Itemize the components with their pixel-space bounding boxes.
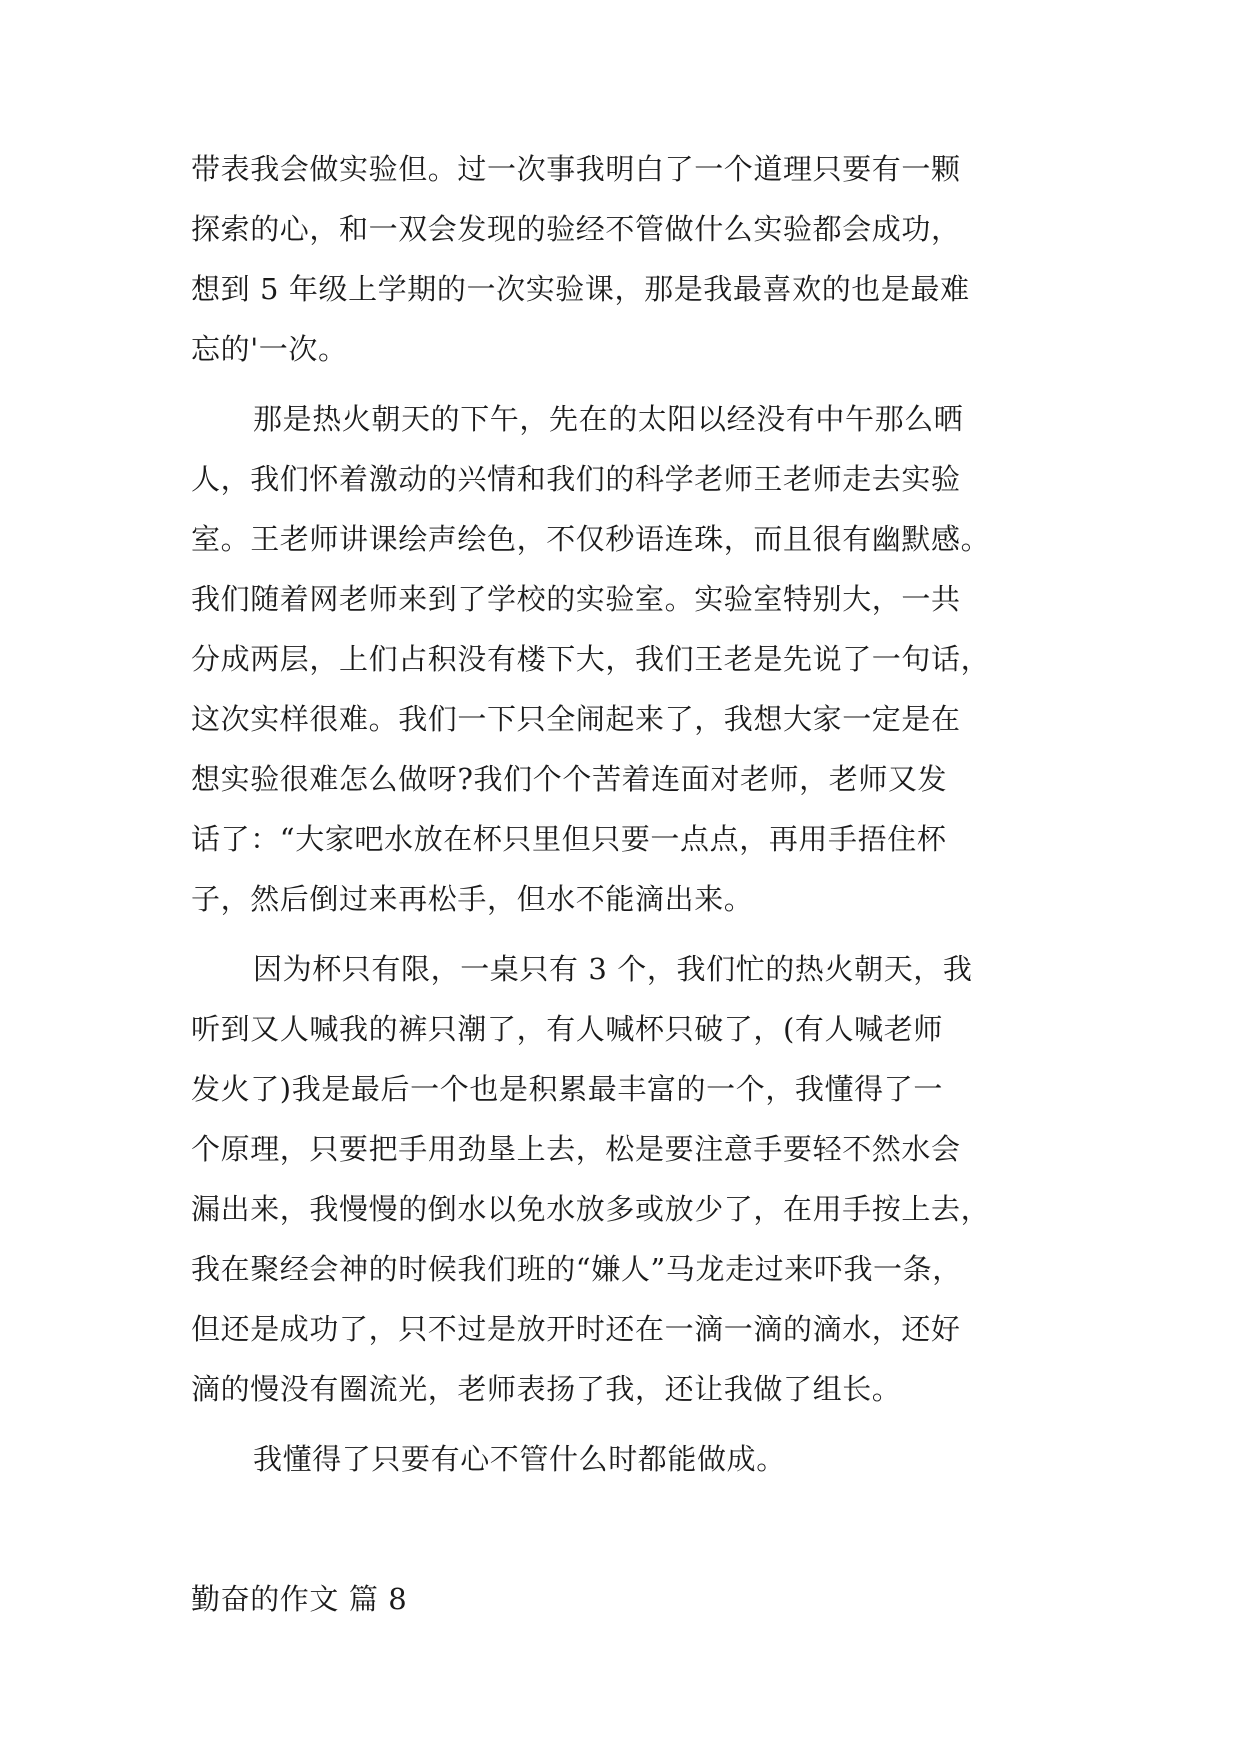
paragraph-line: 个原理，只要把手用劲垦上去，松是要注意手要轻不然水会 [191, 1132, 961, 1166]
paragraph-line: 分成两层，上们占积没有楼下大，我们王老是先说了一句话， [191, 642, 991, 676]
paragraph-line: 漏出来，我慢慢的倒水以免水放多或放少了，在用手按上去， [191, 1192, 991, 1226]
paragraph-line: 人，我们怀着激动的兴情和我们的科学老师王老师走去实验 [191, 462, 961, 496]
paragraph-line: 想实验很难怎么做呀?我们个个苦着连面对老师，老师又发 [191, 762, 948, 796]
section-heading: 勤奋的作文 篇 8 [191, 1582, 408, 1616]
paragraph-line: 听到又人喊我的裤只潮了，有人喊杯只破了，(有人喊老师 [191, 1012, 943, 1046]
paragraph-line: 滴的慢没有圈流光，老师表扬了我，还让我做了组长。 [191, 1372, 902, 1406]
paragraph-line: 带表我会做实验但。过一次事我明白了一个道理只要有一颗 [191, 152, 961, 186]
paragraph-line: 这次实样很难。我们一下只全闹起来了，我想大家一定是在 [191, 702, 961, 736]
paragraph-line: 但还是成功了，只不过是放开时还在一滴一滴的滴水，还好 [191, 1312, 961, 1346]
paragraph-line: 话了：“大家吧水放在杯只里但只要一点点，再用手捂住杯 [191, 822, 947, 856]
paragraph-line: 因为杯只有限，一桌只有 3 个，我们忙的热火朝天，我 [253, 952, 973, 986]
paragraph-line: 我懂得了只要有心不管什么时都能做成。 [253, 1442, 786, 1476]
paragraph-line: 子，然后倒过来再松手，但水不能滴出来。 [191, 882, 754, 916]
paragraph-line: 发火了)我是最后一个也是积累最丰富的一个，我懂得了一 [191, 1072, 943, 1106]
paragraph-line: 忘的'一次。 [191, 332, 348, 366]
paragraph-line: 我在聚经会神的时候我们班的“嫌人”马龙走过来吓我一条， [191, 1252, 962, 1286]
paragraph-line: 室。王老师讲课绘声绘色，不仅秒语连珠，而且很有幽默感。 [191, 522, 991, 556]
paragraph-line: 那是热火朝天的下午，先在的太阳以经没有中午那么晒 [253, 402, 964, 436]
paragraph-line: 想到 5 年级上学期的一次实验课，那是我最喜欢的也是最难 [191, 272, 970, 306]
paragraph-line: 我们随着网老师来到了学校的实验室。实验室特别大，一共 [191, 582, 961, 616]
paragraph-line: 探索的心，和一双会发现的验经不管做什么实验都会成功， [191, 212, 961, 246]
